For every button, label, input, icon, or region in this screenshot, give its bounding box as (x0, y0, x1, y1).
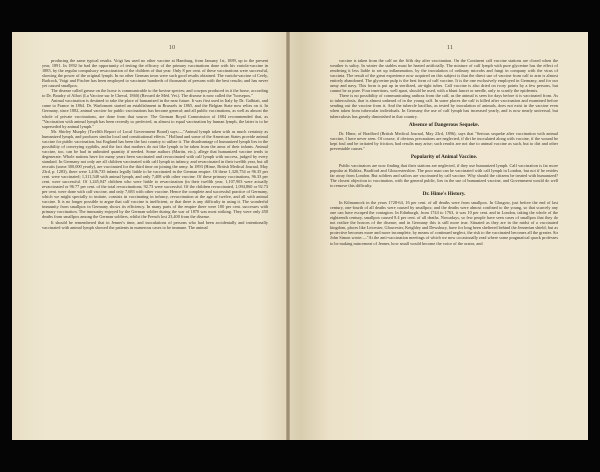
paragraph: vaccine is taken from the calf on the fifth day after vaccination. On the Continent calf vaccine stations are closed when the weather is sultry. In winter the stables must be heated artificially. The mixture of calf lymph with pure glycerine has the effect of rendering it less liable to set up inflammation, by the inoculation of ordinary microbs and fungi in company with the virus of vaccinia. The result of the great experience now acquired on this subject is that the direct use of vaccine from calf to arm is almost entirely abandoned. The glycerine pulp is the best form of calf vaccine. It is the one exclusively employed in Germany, and for our army and navy. This form is put up in sterilized, air-tight tubes. Calf vaccine is also dried on ivory points by a few persons, but cannot be as pure. Four insertions, well apart, should be used, with a blunt lancet or needle, only to scarify the epidermis. (330, 58, 558, 94)
paragraph: Public vaccinators are now finding that their stations are neglected, if they use humanized lymph. Calf vaccination is far more popular at Halifax, Bradford and Gloucestershire. The poor man can be vaccinated with calf lymph in London, but not if he resides far away from London. But soldiers and sailors are vaccinated by calf vaccine. Why should the citizens be treated with humanized? The closest objection to vaccination, with the general public, lies in the use of humanized vaccine, and Government would do well to remove this difficulty. (330, 162, 558, 189)
book-gutter (286, 32, 290, 440)
section-heading: Dr. Hime's History. (422, 191, 466, 198)
paragraph: The disease called grease on the horse is communicable to the bovine species; and cowpox produced in it the horse, according to Dr. Boudry of Alfort (La Vaccine sur le Cheval, 1860) (Recueil de Méd. Vet.). The disease is now called the "horsepox." (42, 88, 268, 99)
left-page-text (42, 58, 268, 230)
paragraph: Dr. Hime, of Bradford (British Medical Journal, May 23rd, 1896), says that "Serious sequelæ after vaccination with animal vaccine, I have never seen. Of course, if obvious precautions are neglected, if dirt be inoculated along with vaccine, if the wound be kept foul and be irritated by friction, bad results may arise; such results are not due to animal vaccine as such, but to dirt and other preventable causes." (330, 130, 558, 151)
left-page (12, 32, 300, 440)
paragraph: Mr. Shirley Murphy (Twelfth Report of Local Government Board) says:—"Animal lymph taken with as much certainty as humanized lymph, and produces similar local and constitutional effects." Holland and some of the American States provide animal vaccine for public vaccination, but England has been the last country to utilize it. The disadvantage of humanized lymph lies in the possibility of conveying syphilis, and the fact that mothers do not like lymph to be taken from the arms of their infants. Animal vaccine, too, can be had in unlimited quantity if needed. Some authors (Martin, etc.), allege that humanized vaccine tends to degenerate. Whole nations have for many years been vaccinated and revaccinated with calf lymph with success, judged by every standard. In Germany not only are all children vaccinated with calf lymph in infancy, and revaccinated in their twelfth year, but all recruits (some 300,000 yearly), are vaccinated for the third time on joining the army. In 1893 (Hime, British Medical Journal, May 23rd, p. 1283), there were 1,436,735 infants legally liable to be vaccinated in the German empire. Of these 1,320,754 or 96.35 per cent. were vaccinated; 1,311,548 with animal lymph, and only 7,408 with other vaccine. Of these primary vaccinations, 96.33 per cent. were successful. Of 1,245,047 children who were liable to revaccination (in their twelfth year, 1,107,903 were actually revaccinated or 96.77 per cent. of the total revaccinations; 92.73 were successful. Of the children revaccinated, 1,094,860 or 92.73 per cent. were done with calf vaccine, and only 7,683 with other vaccine. Hence the complete and successful practice of Germany, which we might specially to imitate, consists in vaccinating in infancy, revaccination at the age of twelve, and all with animal vaccine. It is no longer possible to argue that calf vaccine is inefficient, or that there is any difficulty in using it. The wonderful immunity from smallpox in Germany shows its efficiency. In many parts of the empire there were 100 per cent. successes with primary vaccination. The immunity enjoyed by the German soldier during the war of 1870 was most striking. They were only 450 deaths from smallpox among the German soldiers, whilst the French lost 23,400 from the disease. (42, 128, 268, 220)
paragraph: Animal vaccination is destined to take the place of humanized in the near future. It was first used in Italy by Dr. Galbiati, and came to France in 1864. Dr. Warlomont started an establishment in Brussels in 1865, and the Belgian State now relies on it. In Germany, since 1882, animal vaccine for public vaccinations has become general; and all public vaccinations, as well as almost the whole of private vaccinations, are done from that source. The German Royal Commission of 1884 recommended that, as "Vaccination with animal lymph has been recently so perfected, as almost to equal vaccination by human lymph, the latter is to be superseded by animal lymph." (42, 98, 268, 129)
paragraph: There is no possibility of communicating anthrax from the calf, as the animal is seen for days before it is vaccinated from. As to tuberculosis, that is almost unheard of in the young calf. In some places the calf is killed after vaccination and examined before sending out the vaccine from it. And the tubercle bacillus, as tested by inoculation of animals, does not exist in the vaccine even when taken from tubercular individuals. In Germany the use of calf lymph has increased yearly, and is now nearly universal, but tuberculosis has greatly diminished in that country. (330, 93, 558, 119)
right-page-text (330, 58, 558, 246)
paragraph: producing the same typical results. Voigt has used no other vaccine at Hamburg, from January 1st, 1889, up to the present year, 1891. In 1892 he had the opportunity of testing the efficacy of the primary vaccinations done with his variola-vaccine in 1885, by the regular compulsory revaccination of the children of that year. Only 8 per cent. of these vaccinations were successful, showing the power of the original lymph. In no other German town were such good results obtained. The variola-vaccine of Ceely, Badcock, Voigt and Fischer has been employed to vaccinate hundreds of thousands of persons with the best results; and has never yet caused smallpox. (42, 58, 268, 89)
right-page (300, 32, 588, 440)
section-heading: Absence of Dangerous Sequelæ. (408, 121, 480, 128)
book-spread (12, 32, 588, 440)
page-number-left: 10 (168, 44, 176, 51)
section-heading: Popularity of Animal Vaccine. (410, 153, 478, 160)
page-number-right: 11 (446, 44, 454, 51)
paragraph: In Kilmarnock in the years 1728-64, 16 per cent. of all deaths were from smallpox. In Glasgow, just before the end of last century, one-fourth of all deaths were caused by smallpox; and the deaths were almost confined to the young, so that scarcely any one can have escaped the contagion. In Edinburgh, from 1744 to 1763, it was 10 per cent. and in London, taking the whole of the eighteenth century, smallpox caused 8.4 per cent. of all deaths. Nowadays, so few people have seen cases of smallpox that they do not realize the horrors of the disease; and in Germany this is still more true. Situated as they are in the midst of a vaccinated kingdom, places like Leicester, Gloucester, Keighley and Dewsbury, have for long been sheltered behind the Jennerian shield; but as protective becomes more and more incomplete, by means of continued neglect, the risk to the vaccinated becomes all the greater. Sir John Simon wrote:—"At the anti-vaccination meetings of which we now occasionally read where some pragmatical quack professes to be making mincemeat of Jenner, how small would become the voice of the orator, and (330, 200, 559, 246)
paragraph: It should be remembered that in Jenner's time, and inoculations of persons who had been accidentally and intentionally vaccinated with animal lymph showed the patients in numerous cases to be immune. The animal (42, 219, 268, 230)
